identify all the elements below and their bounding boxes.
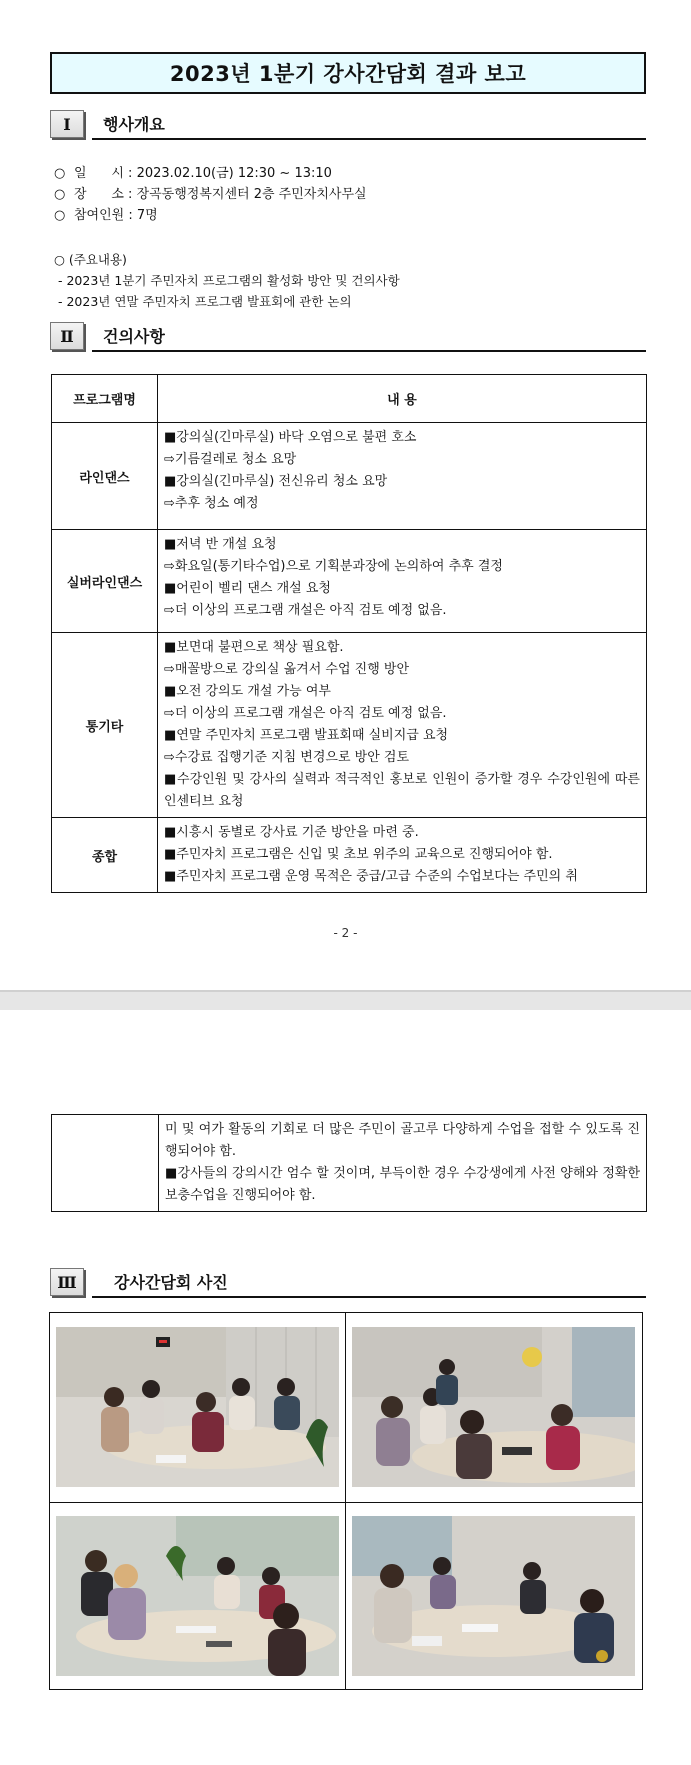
program-name: 라인댄스	[52, 423, 158, 530]
program-content	[158, 633, 647, 818]
content-line: ⇨수강료 집행기준 지침 변경으로 방안 검토	[164, 750, 410, 765]
content-line: ■연말 주민자치 프로그램 발표회때 실비지급 요청	[164, 728, 449, 743]
meeting-photo-1	[56, 1327, 339, 1487]
section-2-header	[50, 322, 646, 352]
main-content-item: - 2023년 연말 주민자치 프로그램 발표회에 관한 논의	[54, 294, 352, 309]
content-line: ■주민자치 프로그램 운영 목적은 중급/고급 수준의 수업보다는 주민의 취	[164, 869, 578, 884]
content-line: ■강의실(긴마루실) 바닥 오염으로 불편 호소	[164, 430, 417, 445]
program-content	[158, 818, 647, 893]
column-header-content: 내 용	[158, 375, 647, 423]
main-content-item: - 2023년 1분기 주민자치 프로그램의 활성화 방안 및 건의사항	[54, 273, 400, 288]
bullet: ○	[54, 187, 66, 202]
content-line: ■수강인원 및 강사의 실력과 적극적인 홍보로 인원이 증가할 경우 수강인원에 따른 인센티브 요청	[164, 772, 640, 809]
suggestions-table	[51, 374, 647, 893]
grid-divider	[50, 1502, 642, 1503]
section-number: Ⅲ	[50, 1268, 84, 1296]
table-row	[52, 1115, 647, 1212]
page-gap	[0, 990, 691, 1010]
program-name: 실버라인댄스	[52, 530, 158, 633]
section-number: Ⅱ	[50, 322, 84, 350]
section-3-header	[50, 1268, 646, 1298]
section-title: 건의사항	[103, 327, 165, 346]
table-row	[52, 818, 647, 893]
program-content	[159, 1115, 647, 1212]
content-line: ■어린이 벨리 댄스 개설 요청	[164, 581, 331, 596]
content-line: ■주민자치 프로그램은 신입 및 초보 위주의 교육으로 진행되어야 함.	[164, 847, 553, 862]
section-underline	[92, 138, 646, 140]
content-line: ■저녁 반 개설 요청	[164, 537, 277, 552]
meeting-photo-4	[352, 1516, 635, 1676]
main-content-heading: ○ (주요내용)	[54, 252, 127, 267]
table-row	[52, 530, 647, 633]
section-underline	[92, 1296, 646, 1298]
bullet: ○	[54, 208, 66, 223]
program-content	[158, 423, 647, 530]
meeting-photo-2	[352, 1327, 635, 1487]
program-content	[158, 530, 647, 633]
content-line: 미 및 여가 활동의 기회로 더 많은 주민이 골고루 다양하게 수업을 접할 수 있도록 진행되어야 함.	[165, 1122, 640, 1159]
meeting-photo-3	[56, 1516, 339, 1676]
content-line: ■시흥시 동별로 강사료 기준 방안을 마련 중.	[164, 825, 419, 840]
bullet: ○	[54, 166, 66, 181]
content-line: ■보면대 불편으로 책상 필요함.	[164, 640, 344, 655]
program-name: 종합	[52, 818, 158, 893]
event-overview	[54, 163, 367, 226]
content-line: ■강의실(긴마루실) 전신유리 청소 요망	[164, 474, 388, 489]
photo-grid	[49, 1312, 643, 1690]
content-line: ⇨추후 청소 예정	[164, 496, 259, 511]
suggestions-table-continued	[51, 1114, 647, 1212]
grid-divider	[345, 1313, 346, 1689]
content-line: ■강사들의 강의시간 엄수 할 것이며, 부득이한 경우 수강생에게 사전 양해와 정확한 보충수업을 진행되어야 함.	[165, 1166, 640, 1203]
document-title: 2023년 1분기 강사간담회 결과 보고	[50, 52, 646, 94]
overview-label: 장 소 :	[74, 187, 137, 202]
page-number: - 2 -	[333, 926, 358, 940]
content-line: ■오전 강의도 개설 가능 여부	[164, 684, 331, 699]
overview-label: 일 시 :	[74, 166, 137, 181]
content-line: ⇨매꼴방으로 강의실 옮겨서 수업 진행 방안	[164, 662, 410, 677]
overview-value: 장곡동행정복지센터 2층 주민자치사무실	[136, 187, 367, 202]
content-line: ⇨더 이상의 프로그램 개설은 아직 검토 예정 없음.	[164, 706, 447, 721]
section-1-header	[50, 110, 646, 140]
content-line: ⇨더 이상의 프로그램 개설은 아직 검토 예정 없음.	[164, 603, 447, 618]
content-line: ⇨기름걸레로 청소 요망	[164, 452, 297, 467]
section-number: Ⅰ	[50, 110, 84, 138]
section-underline	[92, 350, 646, 352]
table-header-row	[52, 375, 647, 423]
column-header-program: 프로그램명	[52, 375, 158, 423]
program-name: 통기타	[52, 633, 158, 818]
program-name-empty	[52, 1115, 159, 1212]
section-title: 행사개요	[103, 115, 165, 134]
overview-value: 2023.02.10(금) 12:30 ~ 13:10	[136, 166, 332, 181]
overview-row-date	[54, 163, 367, 184]
overview-row-place	[54, 184, 367, 205]
overview-row-attendees	[54, 205, 367, 226]
table-row	[52, 423, 647, 530]
main-content	[54, 249, 400, 312]
table-row	[52, 633, 647, 818]
overview-value: 7명	[136, 208, 158, 223]
section-title: 강사간담회 사진	[114, 1273, 228, 1292]
overview-label: 참여인원 :	[74, 208, 137, 223]
content-line: ⇨화요일(통기타수업)으로 기획분과장에 논의하여 추후 결정	[164, 559, 503, 574]
